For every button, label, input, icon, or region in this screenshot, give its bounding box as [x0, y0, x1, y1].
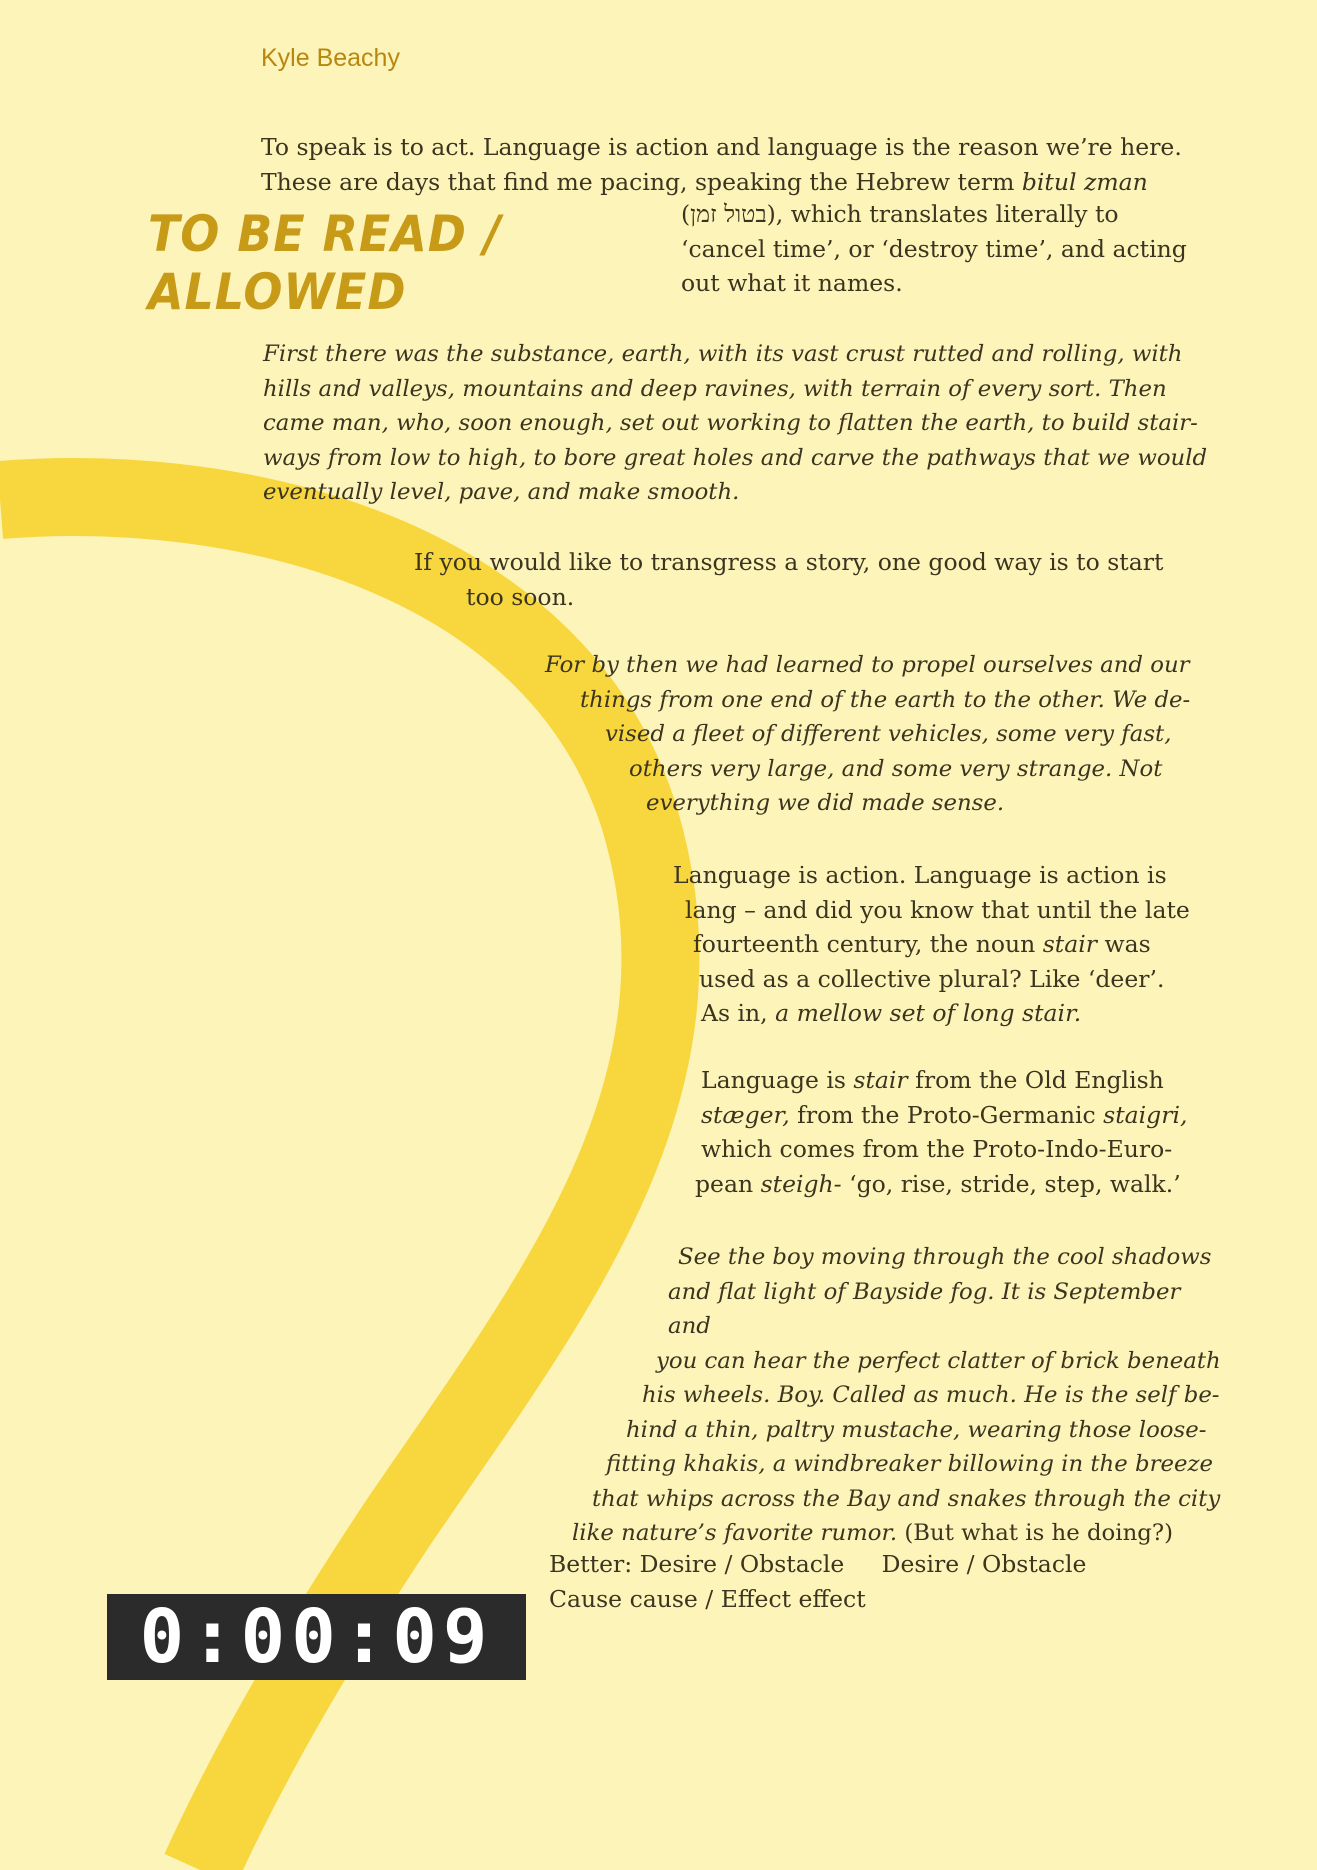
- text-line: stæger, from the Proto-Germanic staigri,: [701, 1100, 1188, 1129]
- earth-paragraph: [263, 337, 1223, 510]
- boy-paragraph: [570, 1240, 1230, 1551]
- text-line: which comes from the Proto-Indo-Euro-: [701, 1135, 1173, 1163]
- text-line: eventually level, pave, and make smooth.: [263, 479, 740, 505]
- text-line: fitting khakis, a windbreaker billowing in the breeze: [606, 1451, 1213, 1477]
- intro-paragraph-continued: [681, 197, 1211, 301]
- text-line: and flat light of Bayside fog. It is September and: [668, 1278, 1181, 1339]
- language-stair-paragraph: [695, 1063, 1221, 1201]
- text-line: pean steigh- ‘go, rise, stride, step, walk.’: [695, 1169, 1181, 1198]
- text-line: To speak is to act. Language is action and language is the reason we’re here.: [261, 133, 1182, 161]
- text-line: fourteenth century, the noun stair was: [693, 930, 1151, 958]
- intro-paragraph: [261, 130, 1211, 199]
- text-line: See the boy moving through the cool shadows: [678, 1244, 1212, 1270]
- text-line: hind a thin, paltry mustache, wearing those loose-: [626, 1416, 1207, 1443]
- text-line: his wheels. Boy. Called as much. He is the self be-: [642, 1382, 1220, 1408]
- text-line: hills and valleys, mountains and deep ravines, with terrain of every sort. Then: [263, 375, 1167, 402]
- text-line: As in, a mellow set of long stair.: [701, 999, 1082, 1027]
- text-line: vised a fleet of different vehicles, some very fast,: [605, 721, 1172, 747]
- text-line: out what it names.: [681, 269, 903, 297]
- language-action-paragraph: [673, 858, 1233, 1031]
- text-line: First there was the substance, earth, with its vast crust rutted and rolling, with: [263, 341, 1183, 367]
- timer-display: 0:00:09: [107, 1594, 526, 1680]
- text-line: ‘cancel time’, or ‘destroy time’, and acting: [681, 234, 1187, 263]
- text-line: that whips across the Bay and snakes through the city: [592, 1485, 1221, 1512]
- text-line: lang – and did you know that until the late: [685, 895, 1190, 924]
- text-line: Cause cause / Effect effect: [549, 1584, 866, 1613]
- text-line: everything we did made sense.: [646, 790, 1005, 816]
- text-line: things from one end of the earth to the other. We de-: [580, 686, 1191, 713]
- transgress-paragraph: [414, 545, 1214, 614]
- text-line: ways from low to high, to bore great holes and carve the pathways that we would: [263, 444, 1208, 471]
- author-name: Kyle Beachy: [261, 44, 400, 72]
- text-line: (בטול זמן), which translates literally to: [681, 200, 1119, 228]
- text-line: you can hear the perfect clatter of brick beneath: [656, 1347, 1221, 1374]
- text-line: used as a collective plural? Like ‘deer’.: [699, 964, 1165, 993]
- text-line: too soon.: [466, 582, 575, 611]
- text-line: For by then we had learned to propel ourselves and our: [545, 652, 1190, 678]
- vehicles-paragraph: [545, 648, 1225, 821]
- text-line: If you would like to transgress a story, one good way is to start: [414, 548, 1164, 576]
- text-line: Better: Desire / Obstacle Desire / Obstacle: [549, 1550, 1087, 1578]
- text-line: These are days that find me pacing, speaking the Hebrew term bitul zman: [261, 167, 1148, 196]
- text-line: Language is action. Language is action is: [673, 861, 1167, 889]
- text-line: Language is stair from the Old English: [701, 1066, 1164, 1094]
- text-line: others very large, and some very strange. Not: [629, 755, 1163, 782]
- text-line: came man, who, soon enough, set out working to flatten the earth, to build stair-: [263, 410, 1198, 436]
- better-paragraph: [549, 1547, 1229, 1616]
- page-title: TO BE READ / ALLOWED: [148, 205, 502, 321]
- text-line: like nature’s favorite rumor. (But what is he doing?): [572, 1520, 1173, 1546]
